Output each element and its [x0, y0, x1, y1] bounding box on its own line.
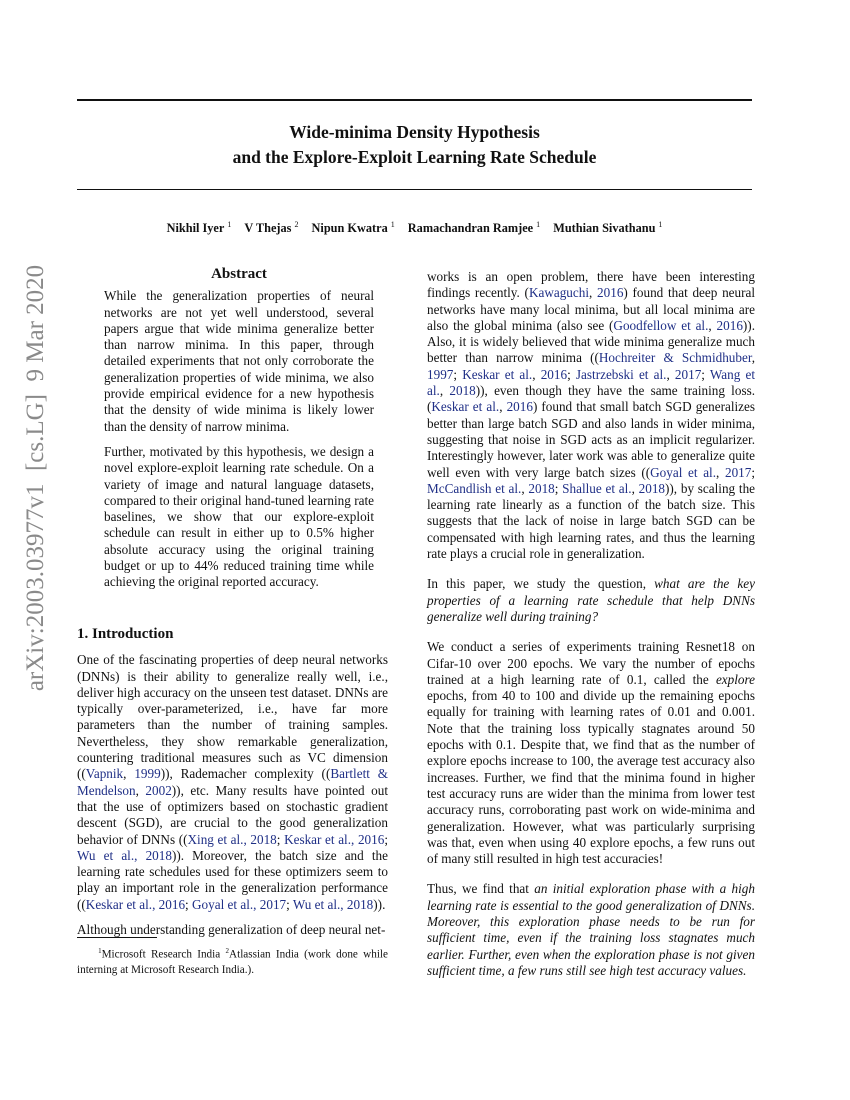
- citation-link[interactable]: 1997: [427, 366, 454, 382]
- citation-link[interactable]: 2016: [506, 399, 533, 415]
- author: [167, 221, 232, 235]
- author: [244, 221, 298, 235]
- text-run: ,: [666, 366, 675, 382]
- footnote-text: Microsoft Research India: [101, 948, 226, 961]
- text-run: ,: [532, 366, 541, 382]
- text-run: ) found that deep neural networks have many local minima, but all local minima are also the global minima (also see (: [427, 285, 756, 333]
- author-name: Muthian Sivathanu: [553, 221, 656, 236]
- text-run: )). Also, it is widely believed that wide minima generalize much better than narrow minima ((: [427, 317, 755, 366]
- emphasized-text: an initial exploration phase with a high learning rate is essential to the good generalization of DNNs. Moreover, this exploration phase needs to be run for sufficient time, even if the training loss stagnates much earlier. Further, even when the exploration phase is not given sufficient time, a few runs still see high test accuracy values.: [427, 881, 755, 978]
- affiliation-mark: 1: [227, 220, 232, 229]
- title-bottom-rule: [77, 189, 752, 190]
- affiliation-mark: 1: [390, 220, 395, 229]
- text-run: ,: [716, 464, 725, 480]
- citation-link[interactable]: Goyal et al., 2017: [192, 896, 287, 912]
- text-run: )), even though they have the same training loss. (: [427, 383, 755, 415]
- emphasized-text: what are the key properties of a learning rate schedule that help DNNs generalize well during training?: [427, 576, 755, 624]
- body-paragraph: [77, 922, 388, 938]
- text-run: ,: [631, 480, 639, 496]
- body-paragraph: [427, 881, 755, 979]
- text-run: Further, motivated by this hypothesis, we design a novel explore-exploit learning rate schedule. On a variety of image and natural language datasets, compared to their original hand-tuned learning rate baselines, we show that our explore-exploit schedule can result in either up to 0.5% higher absolute accuracy using the original training budget or up to 44% reduced training time while achieving the original reported accuracy.: [104, 443, 374, 590]
- arxiv-stamp: arXiv:2003.03977v1 [cs.LG] 9 Mar 2020: [22, 264, 49, 692]
- text-run: ;: [286, 896, 293, 912]
- text-run: We conduct a series of experiments training Resnet18 on Cifar-10 over 200 epochs. We vary the number of epochs trained at a high learning rate of 0.1, called the: [427, 639, 755, 687]
- text-run: ;: [384, 831, 388, 847]
- footnote-text: Atlassian India (work done while interning at Microsoft Research India.).: [77, 948, 389, 976]
- section-heading: 1. Introduction: [77, 626, 174, 642]
- affiliation-mark: 1: [536, 220, 541, 229]
- citation-link[interactable]: Hochreiter & Schmidhuber: [598, 350, 752, 366]
- footnote: [77, 944, 388, 978]
- author-list: [77, 220, 752, 236]
- text-run: ;: [554, 480, 563, 496]
- author: [408, 221, 540, 235]
- introduction-section: [77, 626, 388, 947]
- citation-link[interactable]: 2017: [674, 366, 702, 382]
- author-name: Ramachandran Ramjee: [407, 221, 534, 236]
- text-run: ,: [439, 383, 450, 399]
- text-run: ;: [453, 366, 463, 382]
- citation-link[interactable]: 2016: [597, 285, 624, 301]
- citation-link[interactable]: Kawaguchi: [528, 285, 590, 301]
- footnote-rule: [77, 937, 157, 938]
- affiliation-mark: 1: [658, 220, 663, 229]
- text-run: While the generalization properties of neural networks are not yet well understood, several papers argue that wide minima generalize better than narrow minima. In this paper, through detailed experiments that not only corroborate the generalization properties of wide minima, we also provide empirical evidence for a new hypothesis that the density of wide minima is likely lower than the density of narrow minima.: [104, 288, 374, 434]
- citation-link[interactable]: 2016: [716, 317, 743, 333]
- citation-link[interactable]: 2017: [724, 464, 752, 480]
- text-run: works is an open problem, there have been interesting findings recently. (: [427, 269, 755, 301]
- citation-link[interactable]: Bartlett & Mendelson: [77, 766, 389, 798]
- right-column: [427, 269, 755, 993]
- text-run: ;: [276, 831, 285, 847]
- citation-link[interactable]: Keskar et al.: [462, 366, 533, 382]
- citation-link[interactable]: Keskar et al., 2016: [284, 831, 385, 847]
- text-run: One of the fascinating properties of deep neural networks (DNNs) is their ability to generalize really well, i.e., deliver high accuracy on the unseen test dataset. DNNs are typically over-parameterized, i.e., have far more parameters than the number of training samples. Nevertheless, they show remarkable generalization, countering traditional measures such as VC dimension ((: [77, 652, 388, 782]
- text-run: ,: [589, 285, 598, 301]
- text-run: )), by scaling the learning rate linearly as a function of the batch size. This suggests that the lack of noise in large batch SGD can be compensated with high learning rates, and thus the learning rate plays a crucial role in generalization.: [427, 480, 756, 562]
- citation-link[interactable]: 2018: [638, 480, 666, 496]
- citation-link[interactable]: Shallue et al.: [562, 480, 632, 496]
- body-paragraph: [77, 652, 388, 913]
- text-run: )). Moreover, the batch size and the learning rate schedules used for these optimizers seem to play an important role in the generalization performance ((: [77, 847, 388, 912]
- citation-link[interactable]: Keskar et al., 2016: [85, 896, 186, 912]
- citation-link[interactable]: Wu et al., 2018: [77, 847, 172, 863]
- footnote-mark: 2: [225, 947, 229, 955]
- paper-title: [77, 120, 752, 170]
- text-run: ;: [567, 366, 576, 382]
- text-run: Although understanding generalization of deep neural net-: [77, 922, 386, 938]
- citation-link[interactable]: Vapnik: [85, 766, 124, 782]
- citation-link[interactable]: 2002: [145, 782, 172, 798]
- abstract-paragraph: [104, 288, 374, 435]
- author-name: Nipun Kwatra: [311, 221, 388, 236]
- citation-link[interactable]: Wu et al., 2018: [292, 896, 374, 912]
- text-run: ,: [135, 782, 146, 798]
- text-run: )), etc. Many results have pointed out that the use of optimizers based on stochastic gradient descent (SGD), are crucial to the good generalization behavior of DNNs ((: [77, 782, 389, 847]
- text-run: ;: [185, 896, 193, 912]
- citation-link[interactable]: Xing et al., 2018: [187, 831, 277, 847]
- citation-link[interactable]: 2018: [528, 480, 555, 496]
- text-run: ,: [751, 350, 755, 366]
- author: [553, 221, 662, 235]
- citation-link[interactable]: Jastrzebski et al.: [575, 366, 667, 382]
- body-paragraph: [427, 639, 755, 867]
- emphasized-text: explore: [715, 671, 755, 687]
- citation-link[interactable]: Keskar et al.: [431, 399, 500, 415]
- text-run: ;: [701, 366, 710, 382]
- affiliation-mark: 2: [294, 220, 299, 229]
- citation-link[interactable]: Wang et al.: [427, 366, 756, 399]
- text-run: ) found that small batch SGD generalizes better than large batch SGD and also lands in wider minima, suggesting that noise in SGD acts as an implicit regularizer. Interestingly however, later work was able to generalize quite well even with very large batch sizes ((: [427, 399, 756, 480]
- top-rule: [77, 99, 752, 101]
- abstract-section: [104, 266, 374, 600]
- title-line-2: and the Explore-Exploit Learning Rate Schedule: [232, 147, 597, 167]
- text-run: In this paper, we study the question,: [427, 576, 655, 592]
- citation-link[interactable]: 2018: [449, 383, 476, 399]
- text-run: ,: [499, 399, 507, 415]
- body-paragraph: [427, 576, 755, 625]
- text-run: )), Rademacher complexity ((: [160, 766, 331, 782]
- text-run: ;: [751, 464, 756, 480]
- text-run: ,: [123, 766, 135, 782]
- citation-link[interactable]: Goodfellow et al.: [613, 317, 709, 333]
- citation-link[interactable]: 2016: [540, 366, 568, 382]
- abstract-paragraph: [104, 444, 374, 591]
- text-run: )).: [373, 896, 386, 912]
- title-line-1: Wide-minima Density Hypothesis: [289, 122, 540, 142]
- body-paragraph: [427, 269, 755, 562]
- citation-link[interactable]: Goyal et al.: [650, 464, 717, 480]
- citation-link[interactable]: McCandlish et al.: [427, 480, 522, 496]
- author-name: V Thejas: [244, 221, 292, 236]
- text-run: ,: [708, 317, 717, 333]
- text-run: Thus, we find that: [427, 881, 535, 897]
- author-name: Nikhil Iyer: [166, 221, 225, 236]
- text-run: epochs, from 40 to 100 and divide up the remaining epochs equally for training with learning rates of 0.01 and 0.001. Note that the training loss typically stagnates around 50 epochs with 0.1. Despite that, we find that as the number of explore epochs increase to 100, the average test accuracy also increases. Further, we find that the minima found in higher test accuracy runs are wider than the minima from lower test accuracy runs, corroborating past work on wide-minima and generalization. However, what was particularly surprising was that, even when using 40 explore epochs, a few runs out of many still resulted in high test accuracies!: [427, 688, 755, 867]
- abstract-heading: Abstract: [211, 266, 267, 282]
- text-run: ,: [521, 480, 529, 496]
- author: [312, 221, 395, 235]
- citation-link[interactable]: 1999: [134, 766, 161, 782]
- footnote-mark: 1: [98, 947, 102, 955]
